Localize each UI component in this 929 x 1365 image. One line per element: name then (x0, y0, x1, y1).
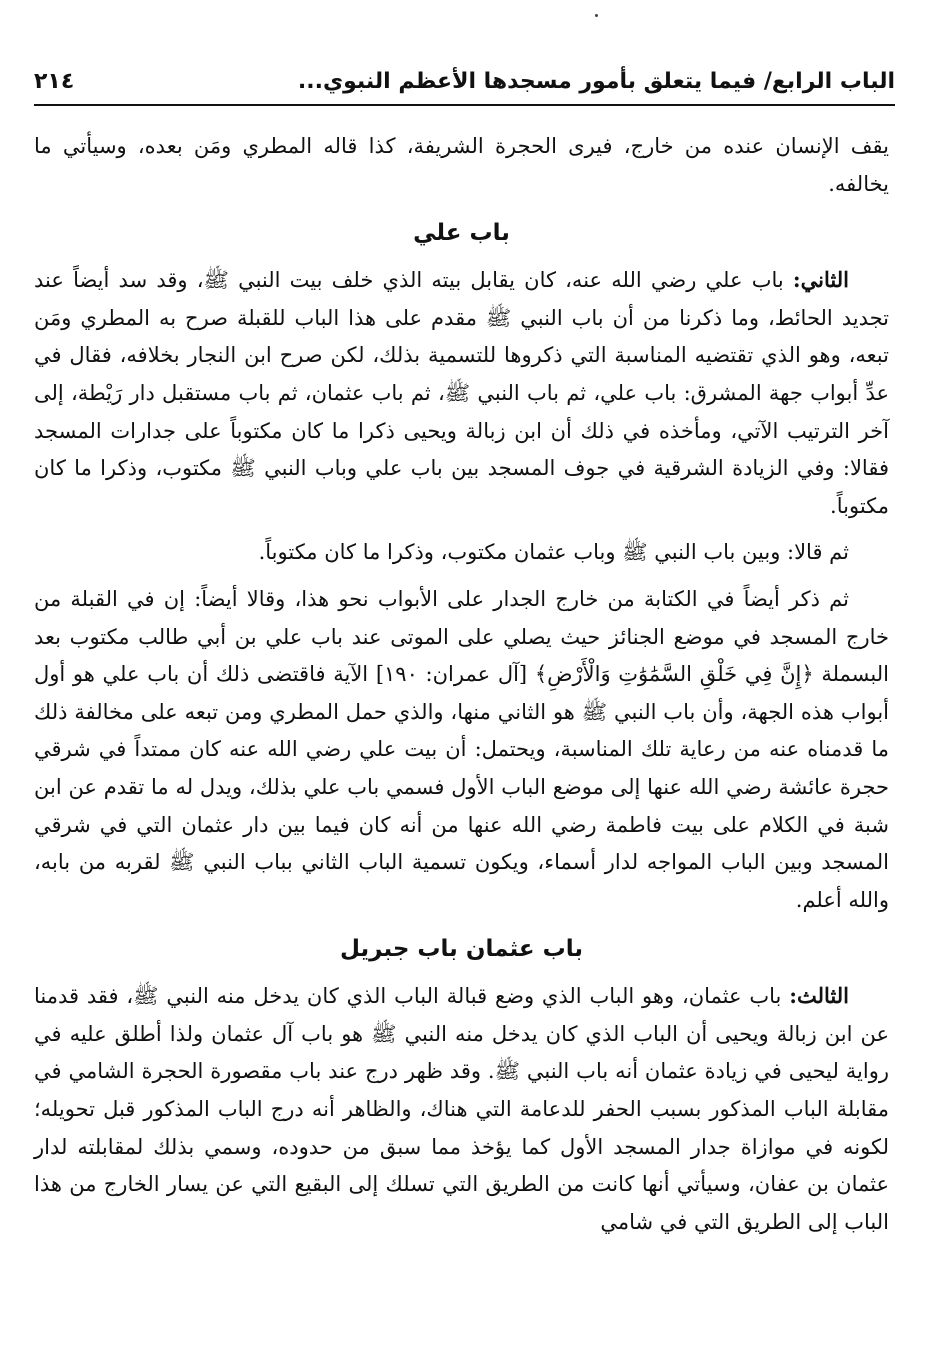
paragraph-then-they-said: ثم قالا: وبين باب النبي ﷺ وباب عثمان مكتوب، وذكرا ما كان مكتوباً. (258, 540, 849, 565)
paragraph-lead: الثالث: (789, 983, 849, 1009)
page-body (34, 128, 889, 1241)
page-number: ٢١٤ (34, 68, 75, 94)
running-title: الباب الرابع/ فيما يتعلق بأمور مسجدها الأعظم النبوي... (297, 68, 895, 94)
paragraph-text: باب عثمان، وهو الباب الذي وضع قبالة الباب الذي كان يدخل منه النبي ﷺ، فقد قدمنا عن ابن زبالة ويحيى أن الباب الذي كان يدخل منه النبي ﷺ هو باب آل عثمان ولذا أطلق عليه في رواية ليحيى في زيادة عثمان أنه باب النبي ﷺ. وقد ظهر درج عند باب مقصورة الحجرة الشامي في مقابلة الباب المذكور بسبب الحفر للدعامة التي هناك، والظاهر أنه درج الباب المذكور قبل تحويله؛ لكونه في موازاة جدار المسجد الأول كما يؤخذ مما سبق من حدوده، وسمي بذلك لمقابلته لدار عثمان بن عفان، وسيأتي أنها كانت من الطريق التي تسلك إلى البقيع التي عن يسار الخارج من هذا الباب إلى الطريق التي في شامي (34, 984, 889, 1234)
paragraph-text: باب علي رضي الله عنه، كان يقابل بيته الذي خلف بيت النبي ﷺ، وقد سد أيضاً عند تجديد الحائط، وما ذكرنا من أن باب النبي ﷺ مقدم على هذا الباب للقبلة صرح به المطري ومَن تبعه، وهو الذي تقتضيه المناسبة التي ذكروها للتسمية بذلك، لكن صرح ابن النجار بخلافه، فقال في عدِّ أبواب جهة المشرق: باب علي، ثم باب النبي ﷺ، ثم باب عثمان، ثم باب مستقبل دار رَيْطة، إلى آخر الترتيب الآتي، ومأخذه في ذلك أن ابن زبالة ويحيى ذكرا ما كان مكتوباً على جدارات المسجد فقالا: وفي الزيادة الشرقية في جوف المسجد بين باب علي وباب النبي ﷺ مكتوب، وذكرا ما كان مكتوباً. (34, 268, 889, 518)
quran-quote: ﴿إِنَّ فِي خَلْقِ السَّمَٰوَٰتِ وَالْأَرْضِ﴾ (534, 662, 814, 687)
paragraph-continuation: يقف الإنسان عنده من خارج، فيرى الحجرة الشريفة، كذا قاله المطري ومَن بعده، وسيأتي ما يخالفه. (34, 134, 889, 196)
paragraph-text: ثم ذكر أيضاً في الكتابة من خارج الجدار على الأبواب نحو هذا، وقالا أيضاً: إن في القبلة من خارج المسجد في موضع الجنائز حيث يصلي على الموتى عند باب علي بن أبي طالب مكتوب بعد البسملة (34, 586, 889, 687)
section-heading-uthman: باب عثمان باب جبريل (339, 936, 584, 963)
scan-speck (595, 14, 598, 17)
section-heading-ali: باب علي (413, 220, 510, 247)
page-header (34, 58, 895, 104)
paragraph-inscription (34, 581, 889, 919)
paragraph-ali-gate (34, 261, 889, 525)
header-rule (34, 104, 895, 106)
paragraph-text: [آل عمران: ١٩٠] الآية فاقتضى ذلك أن باب علي هو أول أبواب هذه الجهة، وأن باب النبي ﷺ هو الثاني منها، والذي حمل المطري ومن تبعه على مخالفة ذلك ما قدمناه عنه من رعاية تلك المناسبة، ويحتمل: أن بيت علي رضي الله عنه كان ممتداً في شرقي حجرة عائشة رضي الله عنها إلى موضع الباب الأول فسمي باب علي بذلك، ويدل له ما تقدم عن ابن شبة في الكلام على بيت فاطمة رضي الله عنها من أنه كان فيما بين دار عثمان التي في شرقي المسجد وبين الباب المواجه لدار أسماء، ويكون تسمية الباب الثاني بباب النبي ﷺ لقربه من بابه، والله أعلم. (34, 662, 889, 912)
paragraph-uthman-gate (34, 977, 889, 1241)
paragraph-lead: الثاني: (792, 267, 849, 293)
